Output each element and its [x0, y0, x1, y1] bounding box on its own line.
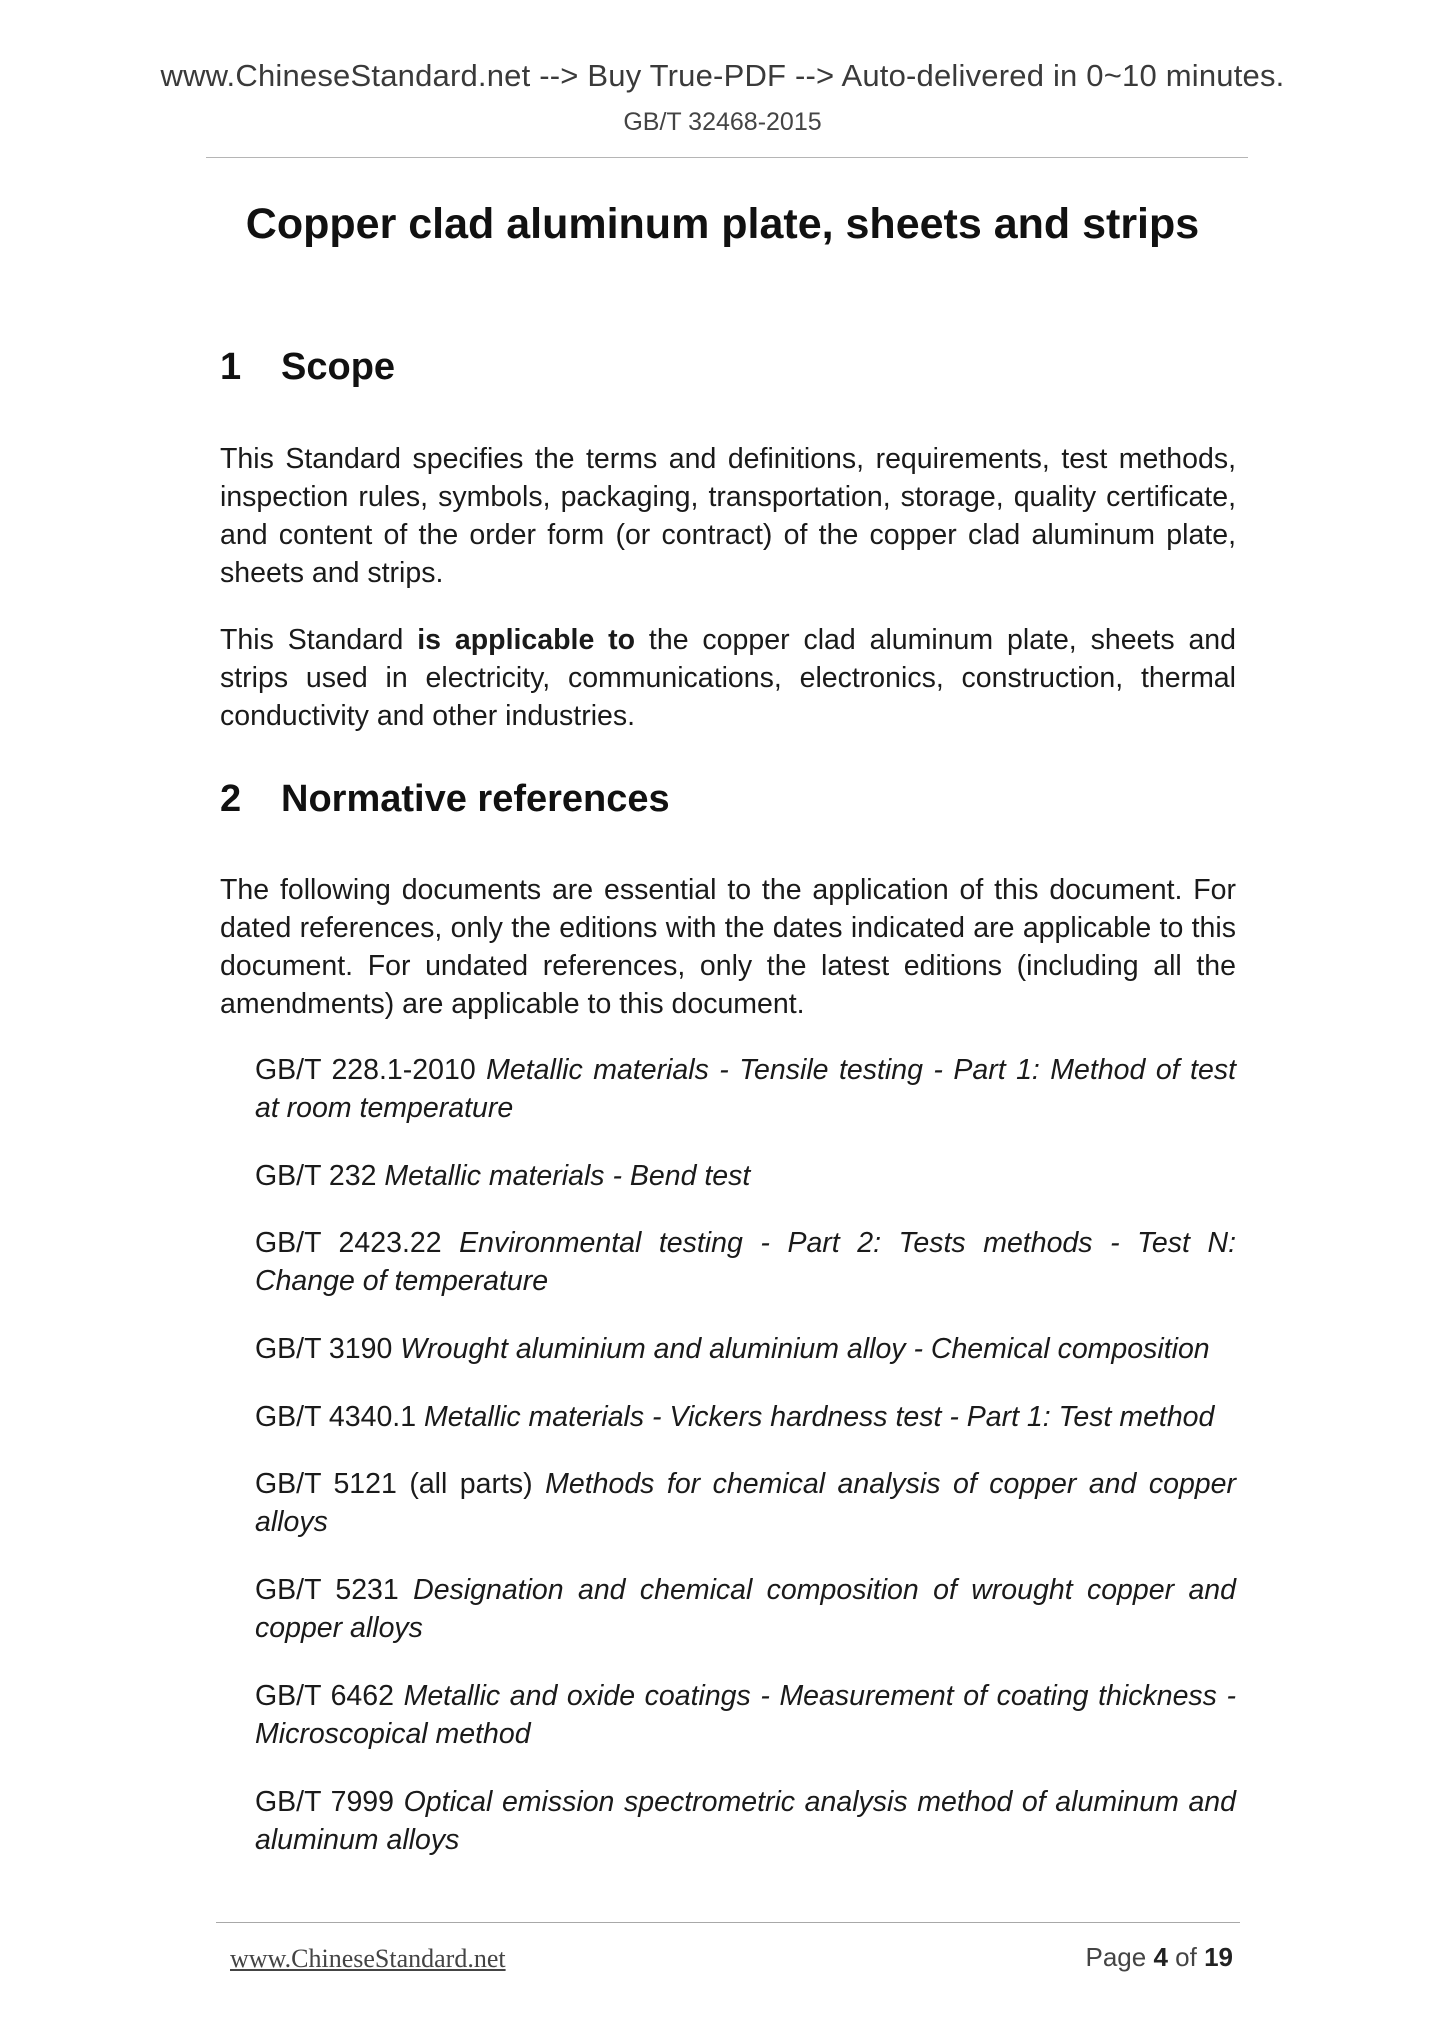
reference-item [255, 1224, 1236, 1300]
reference-item [255, 1157, 1236, 1195]
reference-item [255, 1677, 1236, 1753]
reference-code: GB/T 232 [255, 1160, 377, 1192]
reference-code: GB/T 228.1-2010 [255, 1054, 476, 1086]
normative-references-intro: The following documents are essential to the application of this document. For dated references, only the editions with the dates indicated are applicable to this document. For undated references, only the latest editions (including all the amendments) are applicable to this document. [220, 874, 1236, 1020]
reference-title: Environmental testing - Part 2: Tests methods - Test N: Change of temperature [255, 1227, 1237, 1297]
reference-item [255, 1571, 1236, 1647]
scope-paragraph-1: This Standard specifies the terms and definitions, requirements, test methods, inspection rules, symbols, packaging, transportation, storage, quality certificate, and content of the order form (or contract) of the copper clad aluminum plate, sheets and strips. [220, 443, 1236, 589]
page-indicator [1085, 1942, 1233, 1973]
reference-code: GB/T 3190 [255, 1333, 393, 1365]
scope-paragraph-2 [220, 621, 1236, 735]
reference-title: Metallic materials - Vickers hardness test - Part 1: Test method [424, 1401, 1215, 1433]
reference-title: Wrought aluminium and aluminium alloy - Chemical composition [400, 1333, 1210, 1365]
reference-code: GB/T 4340.1 [255, 1401, 417, 1433]
reference-title: Metallic materials - Tensile testing - Part 1: Method of test at room temperature [255, 1054, 1236, 1124]
reference-item [255, 1465, 1236, 1541]
reference-title: Optical emission spectrometric analysis method of aluminum and aluminum alloys [255, 1786, 1237, 1856]
reference-item [255, 1398, 1236, 1436]
section-2-heading [220, 778, 670, 821]
header-banner: www.ChineseStandard.net --> Buy True-PDF --> Auto-delivered in 0~10 minutes. [160, 58, 1285, 93]
reference-item [255, 1783, 1236, 1859]
reference-code: GB/T 6462 [255, 1680, 394, 1712]
reference-code: GB/T 7999 [255, 1786, 395, 1818]
document-title: Copper clad aluminum plate, sheets and strips [245, 200, 1200, 248]
header-standard-number: GB/T 32468-2015 [623, 108, 822, 136]
page-total: 19 [1204, 1942, 1233, 1972]
page-of: of [1175, 1942, 1197, 1972]
scope-paragraph-2-bold: is applicable to [417, 624, 636, 656]
section-2-number: 2 [220, 778, 242, 820]
reference-title: Designation and chemical composition of wrought copper and copper alloys [255, 1574, 1237, 1644]
footer-divider [216, 1922, 1240, 1923]
reference-code: GB/T 2423.22 [255, 1227, 442, 1259]
reference-title: Metallic and oxide coatings - Measurement of coating thickness - Microscopical method [255, 1680, 1236, 1750]
section-1-heading [220, 346, 395, 389]
header-divider [206, 157, 1248, 158]
section-2-title: Normative references [281, 778, 670, 820]
scope-paragraph-2-start: This Standard [220, 624, 418, 656]
reference-title: Metallic materials - Bend test [384, 1160, 751, 1192]
page-current: 4 [1153, 1942, 1168, 1972]
reference-code: GB/T 5121 (all parts) [255, 1468, 533, 1500]
reference-title: Methods for chemical analysis of copper and copper alloys [255, 1468, 1236, 1538]
reference-item [255, 1330, 1236, 1368]
reference-item [255, 1051, 1236, 1127]
scope-paragraph-2-end: the copper clad aluminum plate, sheets and strips used in electricity, communications, electronics, construction, thermal conductivity and other industries. [220, 624, 1236, 732]
reference-code: GB/T 5231 [255, 1574, 399, 1606]
page-label: Page [1085, 1942, 1147, 1972]
section-1-title: Scope [281, 346, 396, 388]
section-1-number: 1 [220, 346, 242, 388]
footer-site-link[interactable]: www.ChineseStandard.net [230, 1944, 506, 1973]
